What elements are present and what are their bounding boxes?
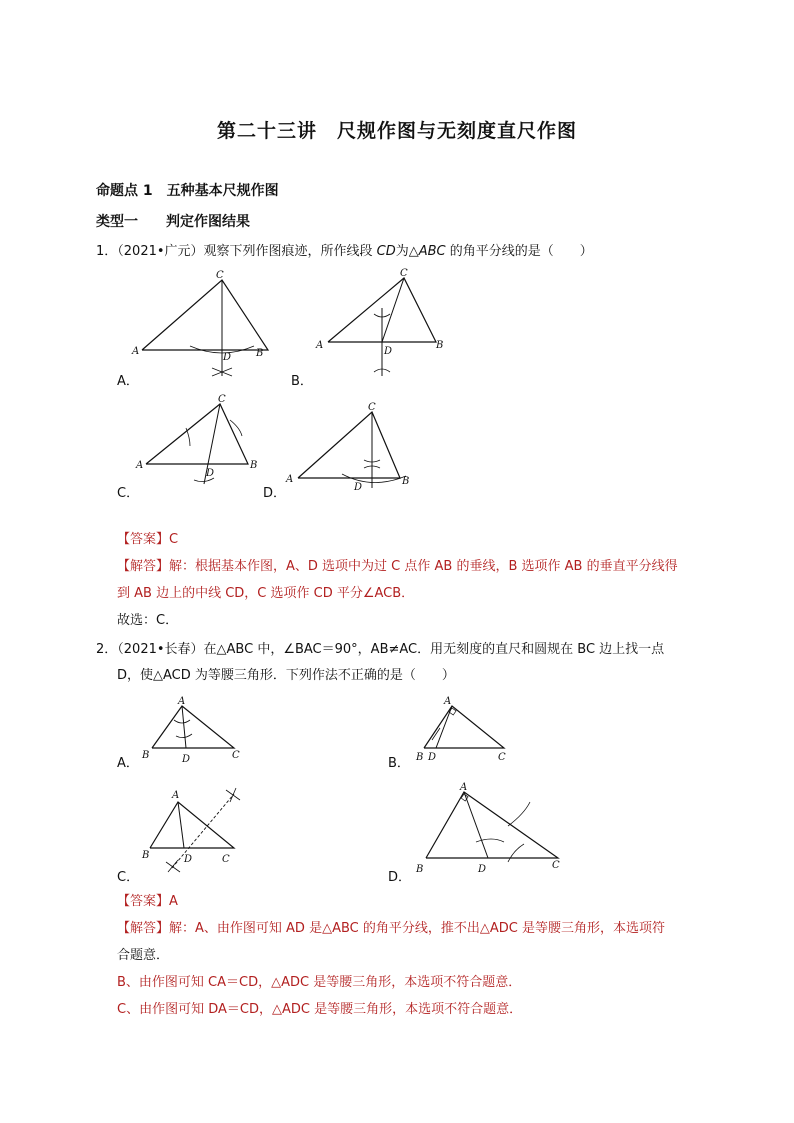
q1-option-d: D．: [263, 486, 287, 501]
q1b-label-a: A: [316, 340, 324, 351]
q2d-label-c: C: [552, 860, 560, 871]
section-heading: 命题点 1 五种基本尺规作图: [96, 183, 279, 199]
q1-analysis-tag: 【解答】: [117, 559, 170, 574]
q1-answer-value: C: [169, 532, 179, 547]
q2-analysis-line3: B、由作图可知 CA＝CD，△ADC 是等腰三角形，本选项不符合题意．: [117, 975, 522, 990]
q2-option-b: B．: [388, 756, 410, 771]
q1a-label-c: C: [216, 270, 224, 281]
q2b-label-a: A: [444, 696, 452, 707]
q1-stem: [96, 238, 736, 266]
q2-stem-line1: 2．（2021•长春）在△ABC 中，∠BAC＝90°，AB≠AC．用无刻度的直尺和圆规在 BC 边上找一点: [96, 642, 665, 657]
q1-stem-mid: 为△: [395, 244, 419, 259]
q1-option-c: C．: [117, 486, 140, 501]
q2-analysis-line4: C、由作图可知 DA＝CD，△ADC 是等腰三角形，本选项不符合题意．: [117, 1002, 523, 1017]
q2b-label-c: C: [498, 752, 506, 763]
q2-answer-tag: 【答案】: [117, 894, 170, 909]
q2-analysis-text1: 解：A、由作图可知 AD 是△ABC 的角平分线，推不出△ADC 是等腰三角形，本选项符: [169, 921, 665, 936]
q2-option-a: A．: [117, 756, 139, 771]
q2d-label-d: D: [478, 864, 487, 875]
q1-analysis-line1: [117, 553, 737, 581]
q1-stem-cd: CD: [376, 244, 396, 259]
q1b-label-b: B: [436, 340, 444, 351]
q1-choose-text: 故选：C．: [117, 613, 179, 628]
q1d-label-a: A: [286, 474, 294, 485]
q1d-label-d: D: [354, 482, 363, 493]
page-title: 第二十三讲 尺规作图与无刻度直尺作图: [216, 120, 577, 142]
q2-option-d: D．: [388, 870, 412, 885]
q1-analysis-text1: 解：根据基本作图，A、D 选项中为过 C 点作 AB 的垂线，B 选项作 AB 的垂直平分线得: [169, 559, 678, 574]
q1-choose: [117, 607, 178, 635]
q1-answer: [117, 526, 178, 554]
q2c-label-d: D: [184, 854, 193, 865]
q2b-label-b: B: [416, 752, 424, 763]
q1c-label-b: B: [250, 460, 258, 471]
q1-option-a: A．: [117, 374, 139, 389]
q2a-label-c: C: [232, 750, 240, 761]
q1d-label-b: B: [402, 476, 410, 487]
q1-figure-b: [312, 268, 462, 380]
q1-figure-c: [132, 392, 272, 492]
q1a-label-a: A: [132, 346, 140, 357]
q2a-label-d: D: [182, 754, 191, 765]
q1-stem-pre: 1．（2021•广元）观察下列作图痕迹，所作线段: [96, 244, 377, 259]
q2-figure-a: [138, 692, 258, 768]
q1c-label-c: C: [218, 394, 226, 405]
q1-answer-tag: 【答案】: [117, 532, 170, 547]
q2-figure-c: [138, 784, 258, 876]
q2a-label-a: A: [178, 696, 186, 707]
q2-figure-d: [412, 780, 582, 880]
q1d-label-c: C: [368, 402, 376, 413]
q1b-label-c: C: [400, 268, 408, 279]
q1b-label-d: D: [384, 346, 393, 357]
subsection-heading: 类型一 判定作图结果: [96, 214, 250, 230]
q2c-label-c: C: [222, 854, 230, 865]
q1a-label-d: D: [223, 352, 232, 363]
q2b-label-d: D: [428, 752, 437, 763]
q2-option-c: C．: [117, 870, 140, 885]
q1a-label-b: B: [256, 348, 264, 359]
q1-option-b: B．: [291, 374, 313, 389]
q2-analysis-line1: [117, 915, 737, 943]
q1-figure-d: [284, 400, 424, 496]
q1c-label-a: A: [136, 460, 144, 471]
q2-analysis-line2: 合题意．: [117, 948, 170, 963]
q2d-label-b: B: [416, 864, 424, 875]
q1-stem-post: 的角平分线的是（ ）: [445, 244, 593, 259]
q2a-label-b: B: [142, 750, 150, 761]
q2-analysis-tag: 【解答】: [117, 921, 170, 936]
q2-answer: [117, 888, 178, 916]
q1-analysis-line2: 到 AB 边上的中线 CD，C 选项作 CD 平分∠ACB．: [117, 586, 415, 601]
q1c-label-d: D: [206, 468, 215, 479]
q2c-label-a: A: [172, 790, 180, 801]
q1-stem-abc: ABC: [418, 244, 446, 259]
q1-figure-a: [130, 270, 280, 380]
q2-figure-b: [414, 694, 524, 768]
q2d-label-a: A: [460, 782, 468, 793]
q2c-label-b: B: [142, 850, 150, 861]
q2-stem-line2: D，使△ACD 为等腰三角形．下列作法不正确的是（ ）: [117, 668, 455, 683]
q2-answer-value: A: [169, 894, 178, 909]
